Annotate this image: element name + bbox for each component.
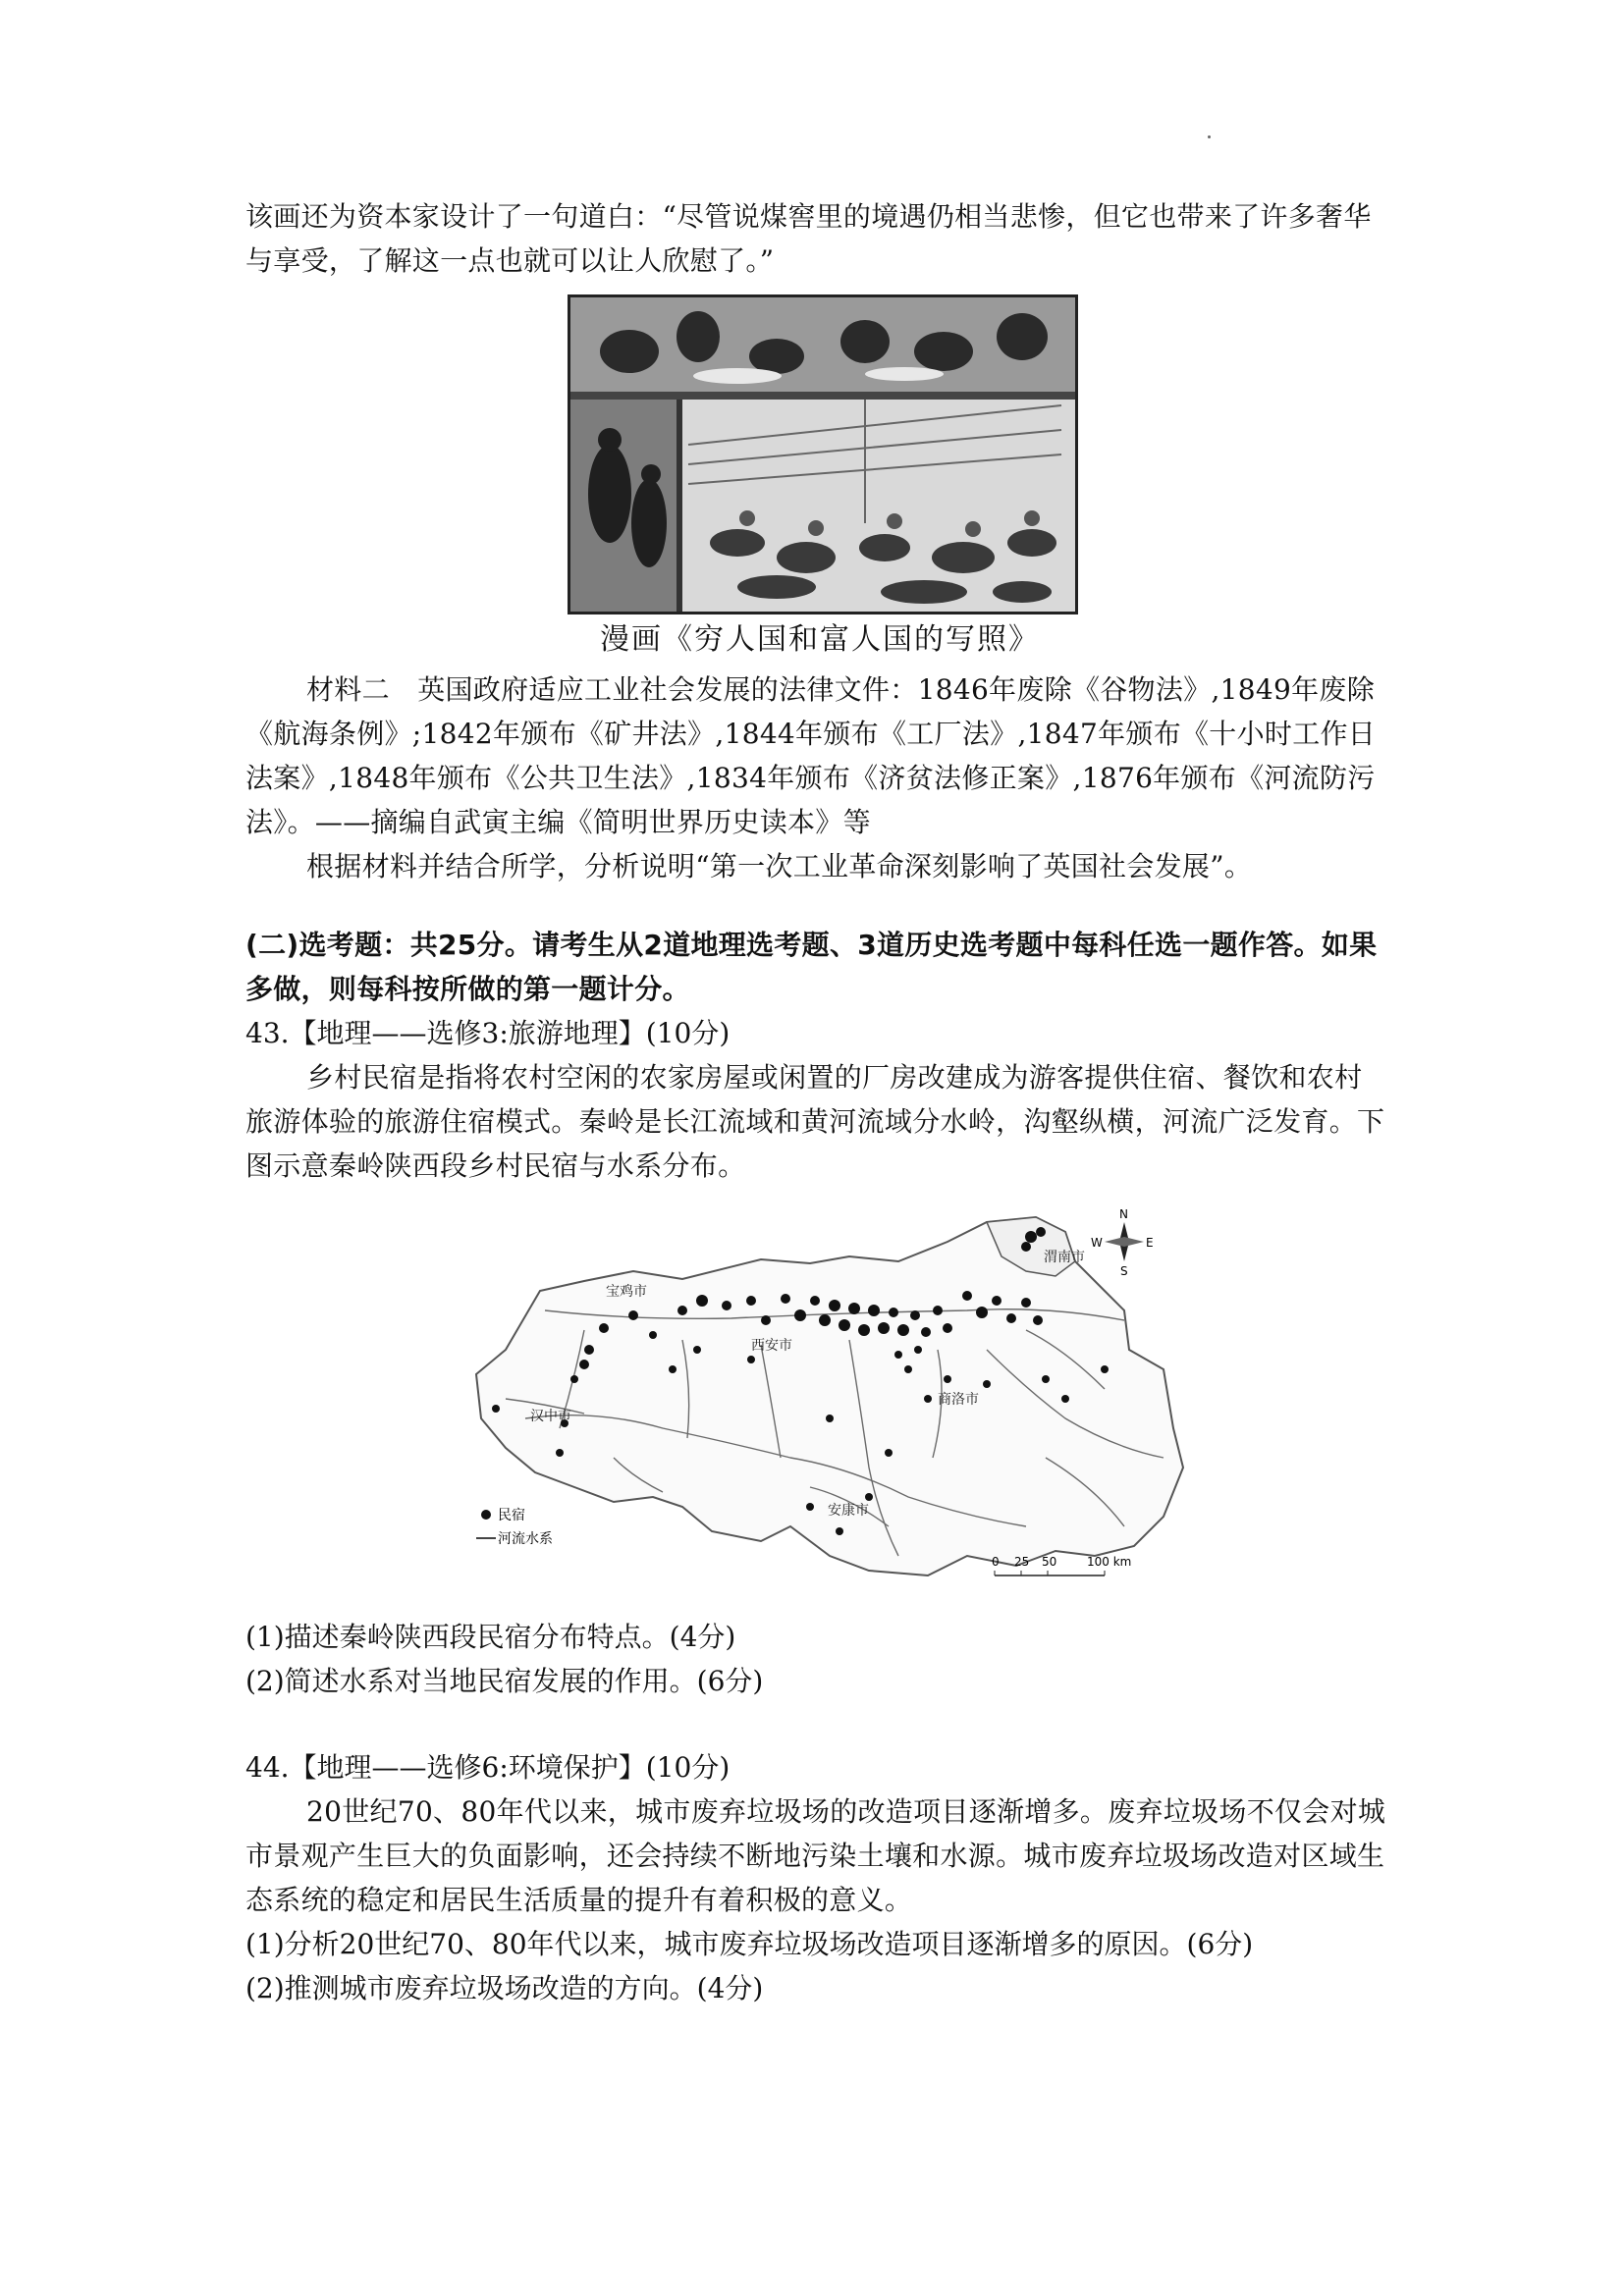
svg-text:E: E xyxy=(1146,1236,1154,1250)
q43-sub1: (1)描述秦岭陕西段民宿分布特点。(4分) xyxy=(245,1621,736,1653)
city-shangluo: 商洛市 xyxy=(938,1392,979,1408)
svg-text:S: S xyxy=(1120,1264,1128,1278)
legend-river: 河流水系 xyxy=(498,1531,553,1547)
svg-text:50: 50 xyxy=(1042,1555,1057,1569)
city-xian: 西安市 xyxy=(751,1338,792,1354)
material1-tail: 该画还为资本家设计了一句道白：“尽管说煤窖里的境遇仍相当悲惨，但它也带来了许多奢华与享受，了解这一点也就可以让人欣慰了。” xyxy=(245,200,1372,277)
city-weinan: 渭南市 xyxy=(1044,1250,1085,1265)
map-legend xyxy=(476,1508,553,1547)
q43-intro: 乡村民宿是指将农村空闲的农家房屋或闲置的厂房改建成为游客提供住宿、餐饮和农村旅游体验的旅游住宿模式。秦岭是长江流域和黄河流域分水岭，沟壑纵横，河流广泛发育。下图示意秦岭陕西段乡村民宿与水系分布。 xyxy=(245,1061,1385,1182)
svg-text:25: 25 xyxy=(1014,1555,1030,1569)
city-baoji: 宝鸡市 xyxy=(606,1284,647,1300)
q44-title: 44.【地理——选修6:环境保护】(10分) xyxy=(245,1751,731,1784)
q43-title: 43.【地理——选修3:旅游地理】(10分) xyxy=(245,1017,731,1049)
scan-dot xyxy=(1208,135,1211,138)
svg-text:N: N xyxy=(1119,1207,1128,1221)
city-hanzhong: 汉中市 xyxy=(530,1409,571,1424)
q44-intro: 20世纪70、80年代以来，城市废弃垃圾场的改造项目逐渐增多。废弃垃圾场不仅会对城市景观产生巨大的负面影响，还会持续不断地污染土壤和水源。城市废弃垃圾场改造对区域生态系统的稳定和居民生活质量的提升有着积极的意义。 xyxy=(245,1795,1386,1916)
engraving-cartoon-image xyxy=(568,294,1078,614)
qinling-homestay-river-map xyxy=(437,1202,1188,1585)
city-ankang: 安康市 xyxy=(828,1503,869,1519)
svg-text:W: W xyxy=(1091,1236,1103,1250)
q44-sub2: (2)推测城市废弃垃圾场改造的方向。(4分) xyxy=(245,1972,764,2004)
compass-icon xyxy=(1091,1207,1154,1278)
svg-text:100 km: 100 km xyxy=(1087,1555,1132,1569)
legend-homestay: 民宿 xyxy=(498,1508,525,1523)
section2-heading: (二)选考题：共25分。请考生从2道地理选考题、3道历史选考题中每科任选一题作答。如果多做，则每科按所做的第一题计分。 xyxy=(245,929,1378,1005)
svg-text:0: 0 xyxy=(992,1555,1000,1569)
question42-prompt: 根据材料并结合所学，分析说明“第一次工业革命深刻影响了英国社会发展”。 xyxy=(306,850,1253,882)
q43-sub2: (2)简述水系对当地民宿发展的作用。(6分) xyxy=(245,1665,764,1697)
q44-sub1: (1)分析20世纪70、80年代以来，城市废弃垃圾场改造项目逐渐增多的原因。(6分) xyxy=(245,1928,1254,1960)
material2-text: 材料二 英国政府适应工业社会发展的法律文件：1846年废除《谷物法》,1849年废除《航海条例》;1842年颁布《矿井法》,1844年颁布《工厂法》,1847年颁布《十小时工作日法案》,1848年颁布《公共卫生法》,1834年颁布《济贫法修正案》,1876年颁布《河流防污法》。——摘编自武寅主编《简明世界历史读本》等 xyxy=(245,673,1377,838)
figure1-caption: 漫画《穷人国和富人国的写照》 xyxy=(600,622,1040,657)
